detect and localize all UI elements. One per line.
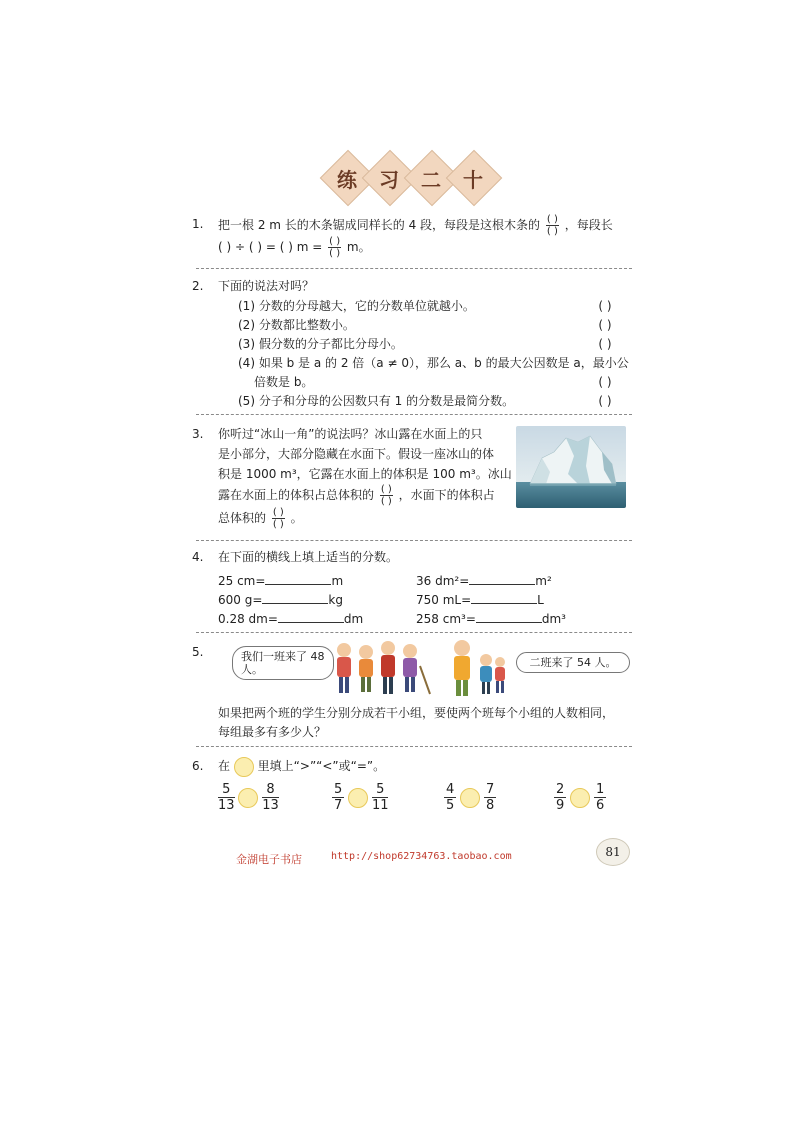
statement-3: (3) 假分数的分子都比分母小。 — [238, 337, 403, 351]
conversion-label: 0.28 dm= — [218, 612, 278, 626]
q3-line: 露在水面上的体积占总体积的 $\frac{( )}{( )}$ ，水面下的体积占 — [218, 484, 495, 507]
shop-url-link[interactable]: http://shop62734763.taobao.com — [331, 851, 512, 862]
question-number: 6. — [192, 759, 204, 773]
question-3 — [192, 424, 512, 534]
conversion-row — [218, 572, 343, 588]
answer-line[interactable] — [469, 572, 535, 585]
statement-4-cont: 倍数是 b。 — [254, 375, 314, 389]
page-number: 81 — [596, 838, 630, 866]
q6-prompt: 在 — [218, 759, 231, 773]
comparison-circle[interactable] — [570, 788, 590, 808]
question-number: 5. — [192, 645, 204, 659]
conversion-row — [218, 591, 343, 607]
answer-blank[interactable]: ( ) — [598, 394, 612, 408]
unit-label: kg — [328, 593, 343, 607]
q3-line: 总体积的 $\frac{( )}{( )}$ 。 — [218, 507, 303, 530]
answer-line[interactable] — [278, 610, 344, 623]
unit-label: dm — [343, 612, 364, 626]
statement-1: (1) 分数的分母越大，它的分数单位就越小。 — [238, 299, 475, 313]
conversion-row — [416, 610, 566, 626]
q1-line2: ( ) ÷ ( ) = ( ) m = — [218, 240, 323, 254]
answer-line[interactable] — [265, 572, 331, 585]
title-char: 习 — [379, 168, 399, 192]
conversion-label: 600 g= — [218, 593, 263, 607]
answer-line[interactable] — [471, 591, 537, 604]
conversion-label: 750 mL= — [416, 593, 472, 607]
comparison-circle[interactable] — [460, 788, 480, 808]
divider — [196, 632, 632, 633]
answer-line[interactable] — [262, 591, 328, 604]
speech-bubble-class1: 我们一班来了 48 人。 — [232, 646, 334, 680]
unit-label: dm³ — [541, 612, 566, 626]
divider — [196, 746, 632, 747]
question-2 — [192, 276, 636, 412]
students-illustration — [446, 636, 508, 698]
q1-line1: 把一根 2 m 长的木条锯成同样长的 4 段，每段是这根木条的 — [218, 218, 541, 232]
fraction: $\frac{7}{8}$ — [485, 782, 495, 813]
answer-blank[interactable]: ( ) — [598, 337, 612, 351]
fraction: $\frac{5}{13}$ — [218, 782, 235, 813]
question-5 — [192, 642, 226, 662]
title-char: 二 — [421, 168, 441, 192]
unit-label: m² — [535, 574, 552, 588]
conversion-row — [416, 591, 544, 607]
q1-line1-tail: ，每段长 — [564, 218, 613, 232]
answer-blank[interactable]: ( ) — [598, 299, 612, 313]
fraction: $\frac{1}{6}$ — [595, 782, 605, 813]
q3-line: 是小部分，大部分隐藏在水面下。假设一座冰山的体 — [218, 447, 495, 461]
speech-bubble-class2: 二班来了 54 人。 — [516, 652, 630, 673]
q3-line: 积是 1000 m³，它露在水面上的体积是 100 m³。冰山 — [218, 467, 512, 481]
q5-question-line: 如果把两个班的学生分别分成若干小组，要使两个班每个小组的人数相同， — [218, 706, 615, 720]
statement-5: (5) 分子和分母的公因数只有 1 的分数是最简分数。 — [238, 394, 515, 408]
question-6 — [192, 756, 636, 776]
question-number: 3. — [192, 427, 204, 441]
question-number: 1. — [192, 217, 204, 231]
comparison-pair — [444, 782, 496, 813]
page-title — [320, 148, 500, 206]
fraction: $\frac{5}{11}$ — [371, 782, 389, 813]
divider — [196, 540, 632, 541]
conversion-row — [218, 610, 363, 626]
unit-label: m — [331, 574, 344, 588]
conversion-row — [416, 572, 552, 588]
q5-question-line: 每组最多有多少人？ — [218, 725, 327, 739]
fraction-blank: $\frac{( )}{( )}$ — [329, 236, 341, 259]
shop-name: 金湖电子书店 — [236, 853, 302, 866]
conversion-label: 258 cm³= — [416, 612, 476, 626]
conversion-label: 36 dm²= — [416, 574, 470, 588]
q6-prompt: 里填上“>”“<”或“=”。 — [257, 759, 386, 773]
fraction: $\frac{8}{13}$ — [262, 782, 279, 813]
answer-blank[interactable]: ( ) — [598, 375, 612, 389]
comparison-circle[interactable] — [348, 788, 368, 808]
fraction-blank: $\frac{( )}{( )}$ — [272, 507, 284, 530]
title-char: 练 — [337, 168, 357, 192]
q5-question — [218, 704, 638, 742]
fraction: $\frac{5}{7}$ — [334, 782, 343, 813]
answer-line[interactable] — [476, 610, 542, 623]
comparison-pair — [554, 782, 606, 813]
comparison-pair — [218, 782, 279, 813]
unit-label: L — [537, 593, 544, 607]
comparison-pair — [332, 782, 388, 813]
statement-4: (4) 如果 b 是 a 的 2 倍（a ≠ 0），那么 a、b 的最大公因数是 a，最小公 — [238, 356, 629, 370]
q3-line: 你听过“冰山一角”的说法吗？冰山露在水面上的只 — [218, 427, 483, 441]
students-illustration — [330, 636, 434, 698]
fraction: $\frac{2}{9}$ — [556, 782, 565, 813]
question-number: 4. — [192, 550, 204, 564]
q4-prompt: 在下面的横线上填上适当的分数。 — [218, 550, 399, 564]
q2-prompt: 下面的说法对吗？ — [218, 279, 315, 293]
fraction-blank: $\frac{( )}{( )}$ — [380, 484, 392, 507]
comparison-circle[interactable] — [238, 788, 258, 808]
q1-unit: m。 — [346, 240, 371, 254]
conversion-label: 25 cm= — [218, 574, 266, 588]
title-char: 十 — [463, 168, 483, 192]
fraction-blank: $\frac{( )}{( )}$ — [546, 214, 558, 237]
statement-2: (2) 分数都比整数小。 — [238, 318, 355, 332]
iceberg-photo — [516, 426, 626, 508]
fraction: $\frac{4}{5}$ — [446, 782, 455, 813]
answer-blank[interactable]: ( ) — [598, 318, 612, 332]
circle-icon — [234, 757, 254, 777]
question-1 — [192, 214, 636, 262]
divider — [196, 414, 632, 415]
divider — [196, 268, 632, 269]
question-number: 2. — [192, 279, 204, 293]
